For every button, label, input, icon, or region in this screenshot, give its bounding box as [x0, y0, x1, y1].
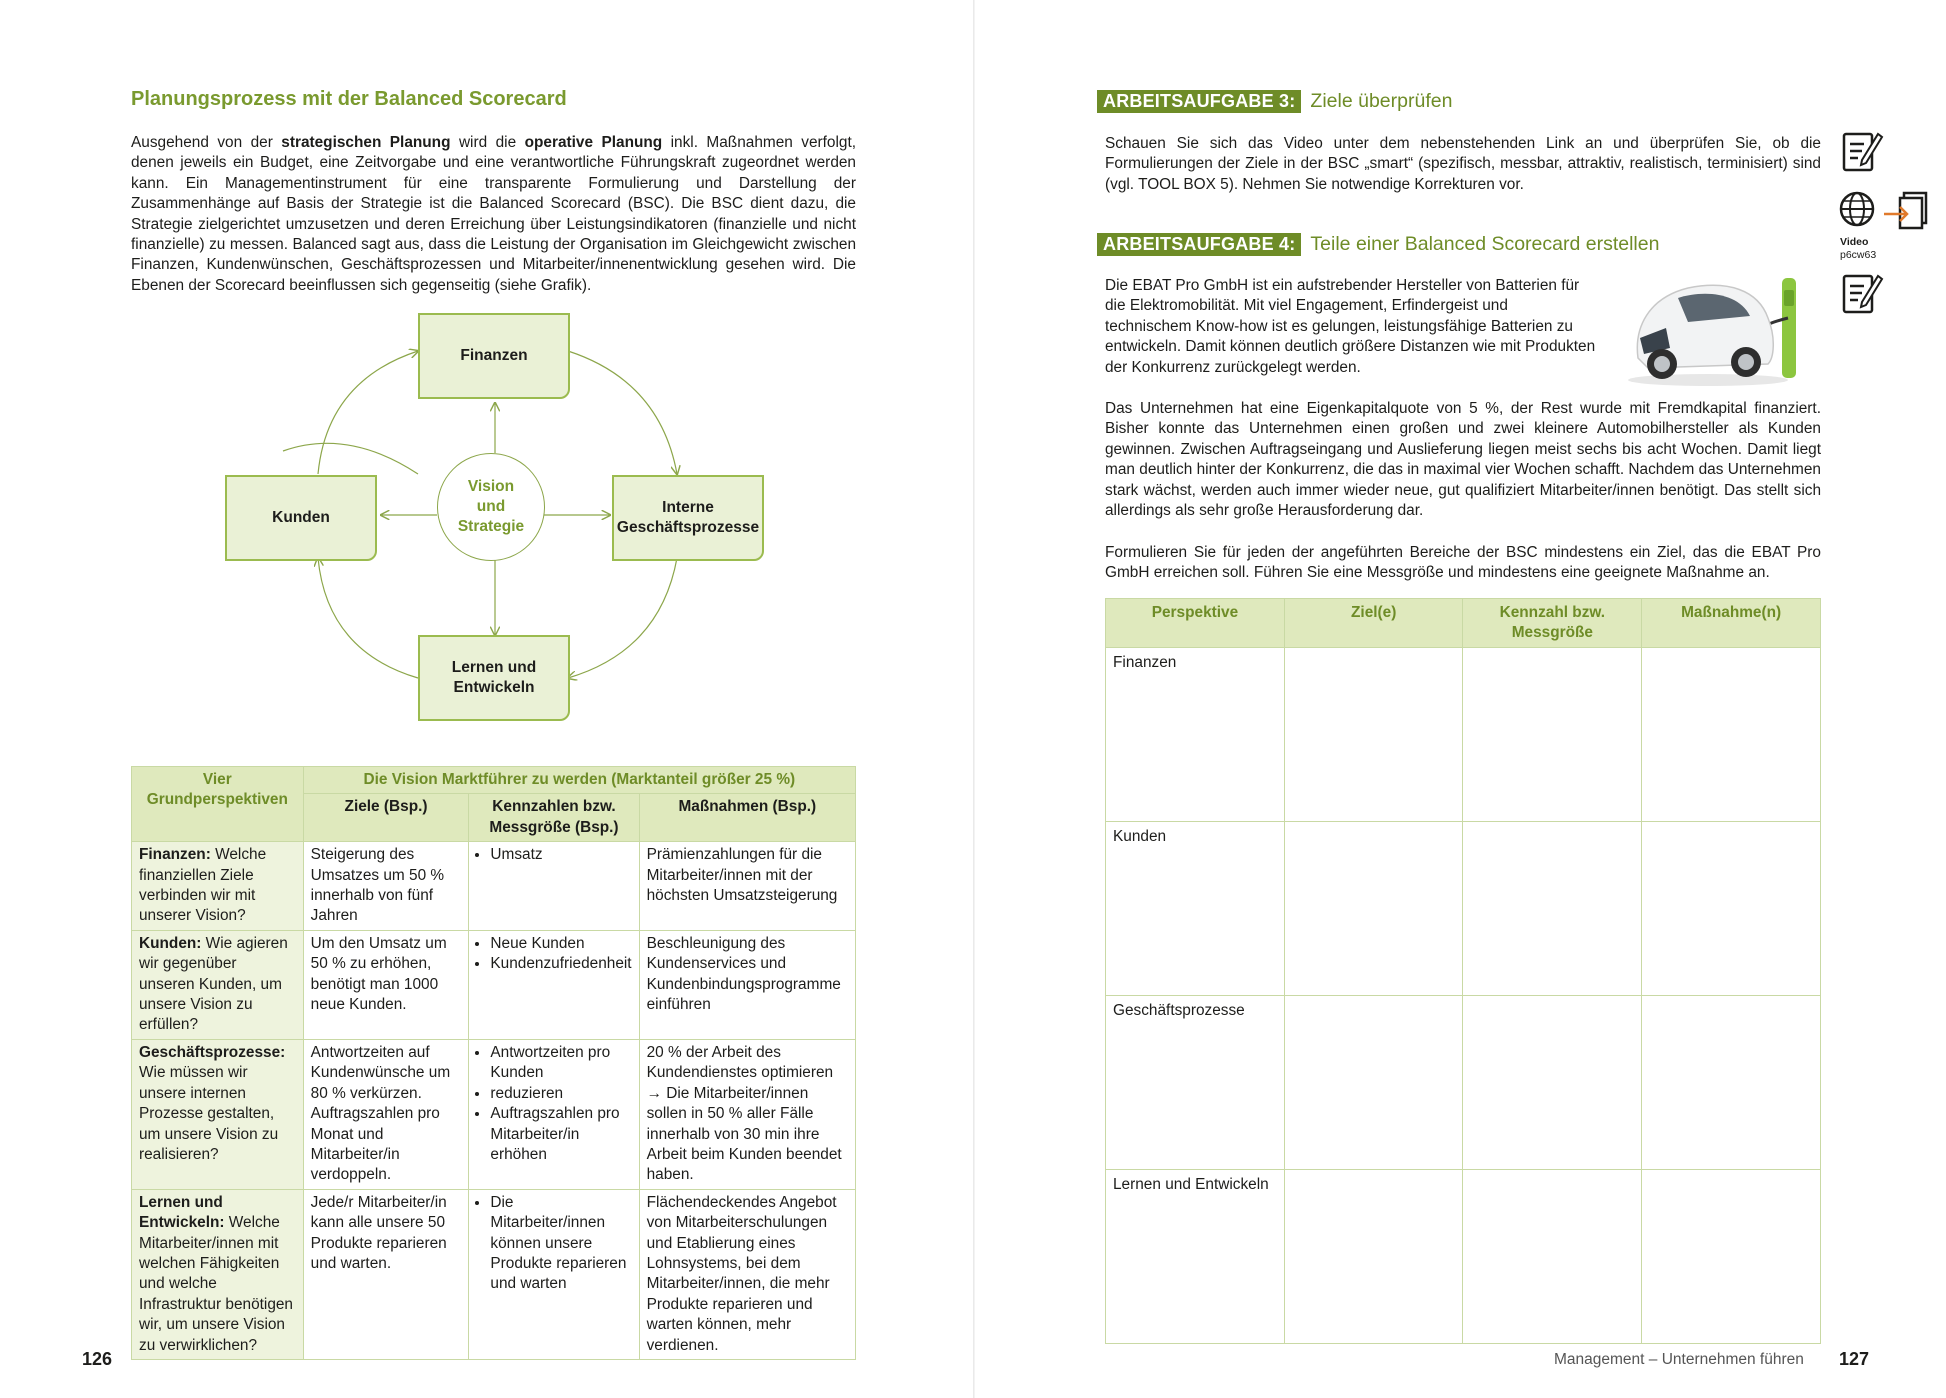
answer-cell[interactable] [1642, 822, 1821, 996]
header-grundperspektiven: Vier Grundperspektiven [132, 767, 304, 842]
edit-task-icon [1842, 270, 1884, 321]
bsc-example-table [131, 766, 856, 1360]
answer-cell[interactable] [1463, 996, 1642, 1170]
task3-title: Ziele überprüfen [1310, 90, 1453, 112]
link-arrow-icon[interactable] [1882, 190, 1930, 239]
answer-cell[interactable] [1642, 1170, 1821, 1344]
table-row: Geschäftsprozesse [1106, 996, 1821, 1170]
bsc-exercise-table [1105, 598, 1821, 1344]
globe-icon[interactable] [1838, 190, 1876, 233]
video-link-label[interactable]: Video p6cw63 [1840, 236, 1877, 261]
box-lernen-entwickeln: Lernen und Entwickeln [418, 635, 570, 721]
answer-cell[interactable] [1463, 648, 1642, 822]
page-number-left: 126 [82, 1349, 113, 1369]
edit-task-icon [1842, 128, 1884, 179]
answer-cell[interactable] [1463, 1170, 1642, 1344]
answer-cell[interactable] [1284, 822, 1463, 996]
answer-cell[interactable] [1642, 996, 1821, 1170]
task4-paragraph-3: Formulieren Sie für jeden der angeführten Bereiche der BSC mindestens ein Ziel, das die EBAT Pro GmbH erreichen soll. Führen Sie eine Messgröße und mindestens eine geeignete Maßnahme an. [1105, 544, 1821, 582]
answer-cell[interactable] [1284, 648, 1463, 822]
table-row: Lernen und Entwickeln [1106, 1170, 1821, 1344]
answer-cell[interactable] [1284, 1170, 1463, 1344]
table-row: Lernen und Entwickeln: Welche Mitarbeiter/innen mit welchen Fähigkeiten und welche Infrastruktur benötigen wir, um unsere Vision zu verwirklichen? Jede/r Mitarbeiter/in kann alle unsere 50 Produkte reparieren und warten. • Die Mitarbeiter/innen können unsere Produkte reparieren und warten Flächendeckendes Angebot von Mitarbeiterschulungen und Etablierung eines Lohnsystems, bei dem Mitarbeiter/innen, die mehr Produkte reparieren und warten können, mehr verdienen. [132, 1189, 856, 1359]
electric-car-image [1618, 268, 1810, 390]
intro-paragraph: Ausgehend von der strategischen Planung wird die operative Planung inkl. Maßnahmen verfolgt, denen jeweils ein Budget, eine Zeitvorgabe und eine verantwortliche Führungskraft zugeordnet werden kann. Ein Managementinstrument für eine transparente Formulierung und Darstellung der Zusammenhänge auf Basis der Strategie ist die Balanced Scorecard (BSC). Die BSC dient dazu, die Strategie zielgerichtet umzusetzen und deren Erreichung über Leistungsindikatoren (finanzielle und nicht finanzielle) zu messen. Balanced sagt aus, dass die Leistung der Organisation im Gleichgewicht zwischen Finanzen, Kundenwünschen, Geschäftsprozessen und Mitarbeiter/innenentwicklung gesehen wird. Die Ebenen der Scorecard beeinflussen sich gegenseitig (siehe Grafik). [131, 134, 857, 294]
box-kunden: Kunden [225, 475, 377, 561]
table-row: Finanzen [1106, 648, 1821, 822]
answer-cell[interactable] [1463, 822, 1642, 996]
vision-strategie-circle: Vision und Strategie [437, 453, 545, 561]
answer-cell[interactable] [1642, 648, 1821, 822]
header-vision: Die Vision Marktführer zu werden (Marktanteil größer 25 %) [303, 767, 855, 794]
header-kennzahlen: Kennzahlen bzw. Messgröße (Bsp.) [469, 794, 639, 842]
task3-badge: ARBEITSAUFGABE 3: [1097, 90, 1301, 113]
box-finanzen: Finanzen [418, 313, 570, 399]
section-title: Planungsprozess mit der Balanced Scorecard [131, 88, 567, 110]
task4-paragraph-2: Das Unternehmen hat eine Eigenkapitalquote von 5 %, der Rest wurde mit Fremdkapital finanziert. Bisher konnte das Unternehmen einen großen und zwei kleinere Automobilhersteller als Kunden gewinnen. Zwischen Auftragseingang und Auslieferung liegen meist sechs bis acht Wochen. Damit liegt man deutlich hinter der Konkurrenz, die das in maximal vier Wochen schafft. Nachdem das Unternehmen stark wächst, werden auch immer wieder neue, gut qualifiziert Mitarbeiter/innen benötigt. Das stellt sich allerdings als sehr große Herausforderung dar. [1105, 400, 1821, 520]
task4-badge: ARBEITSAUFGABE 4: [1097, 233, 1301, 256]
page-number-right: 127 [1839, 1349, 1870, 1369]
task3-heading [1097, 90, 1452, 113]
box-interne-geschaeftsprozesse: Interne Geschäftsprozesse [612, 475, 764, 561]
running-head: Management – Unternehmen führen [1554, 1351, 1804, 1368]
answer-cell[interactable] [1284, 996, 1463, 1170]
table-row: Geschäftsprozesse: Wie müssen wir unsere internen Prozesse gestalten, um unsere Vision zu realisieren? Antwortzeiten auf Kundenwünsche um 80 % verkürzen. Auftragszahlen pro Monat und Mitarbeiter/in verdoppeln. • Antwortzeiten pro Kunden • reduzieren • Auftragszahlen pro Mitarbeiter/in erhöhen 20 % der Arbeit des Kundendienstes optimieren → Die Mitarbeiter/innen sollen in 50 % aller Fälle innerhalb von 30 min ihre Arbeit beim Kunden beendet haben. [132, 1039, 856, 1189]
header-perspektive: Perspektive [1106, 599, 1285, 648]
header-massnahmen: Maßnahme(n) [1642, 599, 1821, 648]
table-row: Kunden: Wie agieren wir gegenüber unseren Kunden, um unsere Vision zu erfüllen? Um den Umsatz um 50 % zu erhöhen, benötigt man 1000 neue Kunden. • Neue Kunden • Kundenzufriedenheit Beschleunigung des Kundenservices und Kundenbindungsprogramme einführen [132, 930, 856, 1039]
header-massnahmen: Maßnahmen (Bsp.) [639, 794, 855, 842]
header-ziele: Ziel(e) [1284, 599, 1463, 648]
header-kennzahl: Kennzahl bzw. Messgröße [1463, 599, 1642, 648]
task4-title: Teile einer Balanced Scorecard erstellen [1310, 233, 1660, 255]
task3-text: Schauen Sie sich das Video unter dem nebenstehenden Link an und überprüfen Sie, ob die Formulierungen der Ziele in der BSC „smart“ (spezifisch, messbar, attraktiv, realistisch, terminisiert) sind (vgl. TOOL BOX 5). Nehmen Sie notwendige Korrekturen vor. [1105, 135, 1821, 193]
bsc-diagram [215, 305, 775, 725]
table-row: Kunden [1106, 822, 1821, 996]
task4-heading [1097, 233, 1659, 256]
task4-paragraph-1: Die EBAT Pro GmbH ist ein aufstrebender Hersteller von Batterien für die Elektromobilität. Mit viel Engagement, Erfindergeist und technischem Know-how ist es gelungen, leistungsfähige Batterien zu entwickeln. Damit können deutlich größere Distanzen wie mit Produkten der Konkurrenz zurückgelegt werden. [1105, 277, 1596, 376]
table-row: Finanzen: Welche finanziellen Ziele verbinden wir mit unserer Vision? Steigerung des Umsatzes um 50 % innerhalb von fünf Jahren • Umsatz Prämienzahlungen für die Mitarbeiter/innen mit der höchsten Umsatzsteigerung [132, 842, 856, 931]
header-ziele: Ziele (Bsp.) [303, 794, 469, 842]
